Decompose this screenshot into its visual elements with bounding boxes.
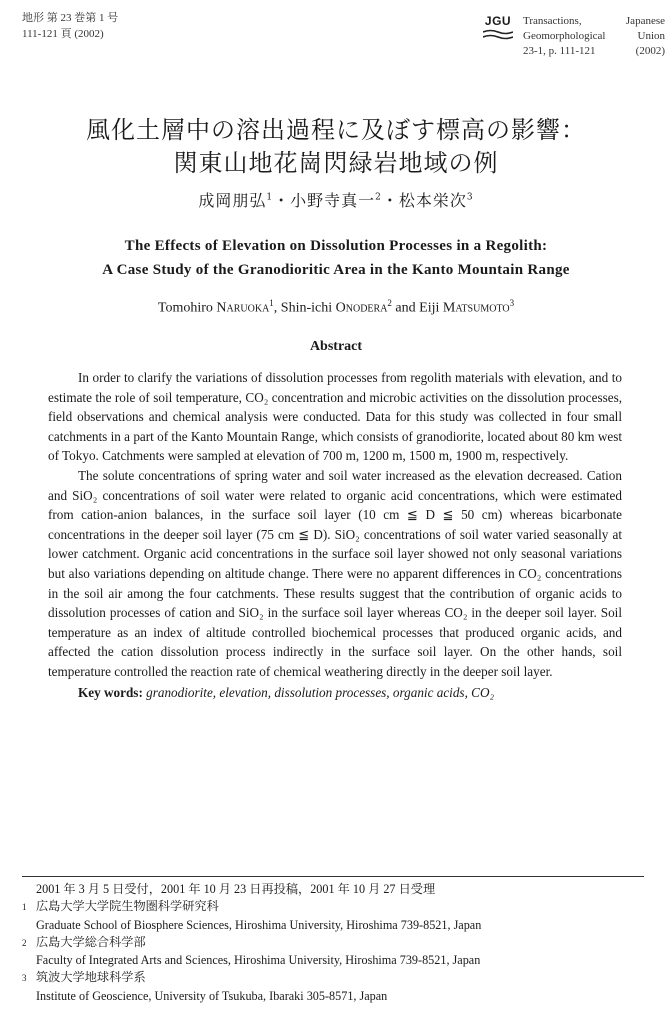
footnote-mark: 2 — [22, 937, 27, 948]
keywords-label: Key words: — [78, 684, 143, 700]
journal-info-text: Transactions, — [523, 15, 582, 27]
author-given-name: Shin-ichi — [280, 300, 333, 316]
author-family-name: Onodera — [335, 300, 388, 316]
jgu-logo-text: JGU — [484, 14, 512, 28]
journal-citation-jp — [22, 10, 118, 42]
abstract-body — [48, 368, 622, 702]
author-name: 小野寺真一 — [290, 191, 376, 210]
author-separator: ・ — [381, 191, 399, 210]
footnote — [22, 988, 662, 1005]
footnote-text: 2001 年 3 月 5 日受付，2001 年 10 月 23 日再投稿，2001 年 10 月 27 日受理 — [36, 882, 436, 896]
footnote — [22, 898, 662, 916]
author-given-name: Eiji — [419, 300, 440, 316]
journal-info-text: Geomorphological — [523, 30, 606, 42]
journal-info-row — [523, 14, 665, 29]
author-separator: and — [395, 300, 416, 316]
journal-info-row — [523, 29, 665, 44]
footnote — [22, 952, 662, 969]
keywords-list: granodiorite, elevation, dissolution processes, organic acids, CO₂ — [146, 684, 495, 700]
affiliation-mark: 1 — [269, 298, 274, 308]
wave-icon — [483, 29, 513, 41]
journal-info-row — [523, 44, 665, 59]
footnote — [22, 917, 662, 934]
journal-info-text: 23-1, p. 111-121 — [523, 45, 596, 57]
affiliation-mark: 1 — [266, 192, 274, 203]
author-family-name: Naruoka — [216, 300, 270, 316]
author-separator: , — [273, 300, 278, 316]
author-name: 松本栄次 — [398, 191, 467, 210]
paper-title-jp-line1: 風化土層中の溶出過程に及ぼす標高の影響： — [86, 116, 586, 144]
footnotes — [22, 881, 662, 1005]
footnote-text: Institute of Geoscience, University of Tsukuba, Ibaraki 305-8571, Japan — [36, 988, 388, 1003]
affiliation-mark: 2 — [375, 192, 382, 203]
footnote-text: 広島大学大学院生物圏科学研究科 — [36, 899, 219, 914]
author-given-name: Tomohiro — [157, 300, 213, 316]
author-name: 成岡朋弘 — [198, 191, 267, 210]
paper-title-en-line1: The Effects of Elevation on Dissolution Processes in a Regolith: — [124, 238, 548, 254]
affiliation-mark: 3 — [509, 298, 515, 308]
journal-pages-jp: 111-121 頁 (2002) — [22, 28, 104, 40]
footnote-mark — [22, 881, 36, 898]
footnote — [22, 934, 662, 952]
authors-en — [0, 298, 672, 317]
footnote-text: Graduate School of Biosphere Sciences, Hiroshima University, Hiroshima 739-8521, Japan — [36, 917, 482, 932]
abstract-heading: Abstract — [309, 339, 363, 354]
affiliation-mark: 2 — [387, 298, 392, 308]
paper-title-jp-line2: 関東山地花崗閃緑岩地域の例 — [173, 149, 499, 177]
footnote-text: Faculty of Integrated Arts and Sciences, Hiroshima University, Hiroshima 739-8521, Japan — [36, 953, 481, 968]
jgu-logo — [478, 14, 518, 41]
footnote-mark — [22, 952, 36, 969]
footnote-divider — [22, 876, 644, 877]
affiliation-mark: 3 — [466, 192, 474, 203]
footnote-mark — [22, 988, 36, 1005]
footnote-mark: 1 — [22, 902, 27, 913]
keywords — [48, 683, 622, 703]
footnote-text: 筑波大学地球科学系 — [36, 970, 146, 985]
paper-title-en-line2: A Case Study of the Granodioritic Area in the Kanto Mountain Range — [102, 262, 570, 278]
footnote — [22, 881, 662, 898]
abstract-paragraph: The solute concentrations of spring water and soil water increased as the elevation decreased. Cation and SiO₂ concentrations of soil water were related to organic acid concentrations, which were estimated from cation-anion balances, in the surface soil layer (10 cm ≦ D ≦ 50 cm) whereas bicarbonate concentrations in the deeper soil layer (75 cm ≦ D). SiO₂ concentrations of soil water varied seasonally at lower catchment. Organic acid concentrations in the surface soil layer showed not only seasonal variations but also variations depending on altitude change. There were no apparent differences in CO₂ concentrations in the soil air among the four catchments. These results suggest that the contribution of organic acids to dissolution processes of cation and SiO₂ in the surface soil layer whereas CO₂ in the deeper soil layer. Soil temperature as an index of altitude controlled biochemical processes that produced organic acids, and affected the cation dissolution process indirectly in the surface soil layer. On the other hands, soil temperature controlled the reaction rate of chemical weathering directly in the deeper soil layer. — [48, 467, 622, 679]
journal-info-rows — [523, 14, 665, 59]
journal-info-text: Union — [637, 30, 665, 42]
footnote-mark: 3 — [22, 973, 27, 984]
journal-info-text: (2002) — [635, 45, 665, 57]
footnote — [22, 969, 662, 987]
author-family-name: Matsumoto — [442, 300, 510, 316]
footnote-mark — [22, 917, 36, 934]
abstract-paragraph: In order to clarify the variations of dissolution processes from regolith materials with elevation, and to estimate the role of soil temperature, CO₂ concentration and microbic activities on the dissolution processes, field observations and chemical analysis were conducted. Data for this study was collected in four small catchments in a part of the Kanto Mountain Range, which consists of granodiorite, located about 80 km west of Tokyo. Catchments were sampled at elevation of 700 m, 1200 m, 1500 m, 1900 m, respectively. — [48, 370, 622, 464]
authors-jp — [0, 188, 672, 211]
footnote-text: 広島大学総合科学部 — [36, 934, 146, 949]
journal-info-text: Japanese — [625, 15, 665, 27]
journal-volume-jp: 地形 第 23 巻第 1 号 — [22, 12, 119, 24]
author-separator: ・ — [273, 191, 291, 210]
